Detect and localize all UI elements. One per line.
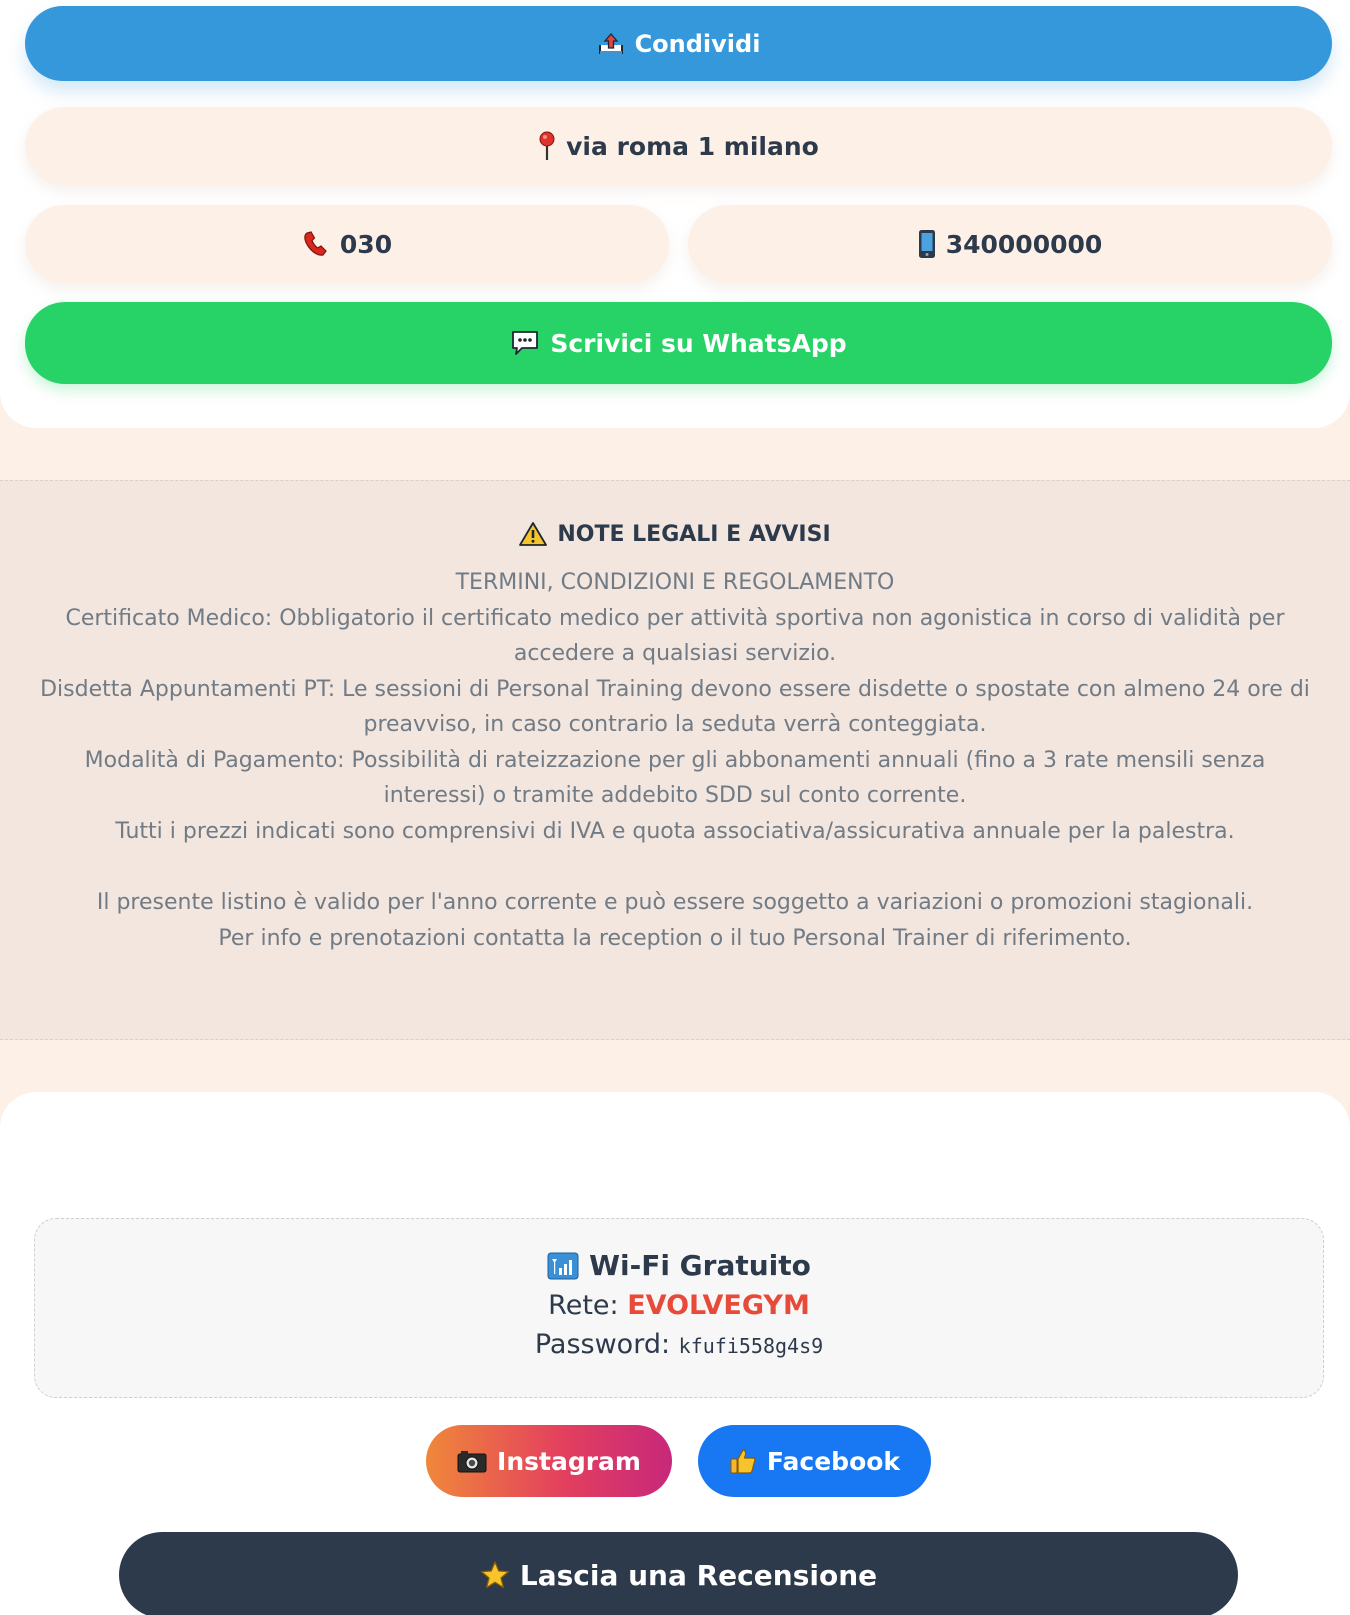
legal-line: Il presente listino è valido per l'anno corrente e può essere soggetto a variazioni o promozioni stagionali. — [96, 890, 1254, 915]
facebook-label: Facebook — [766, 1446, 901, 1476]
legal-line: accedere a qualsiasi servizio. — [513, 641, 837, 666]
camera-icon — [457, 1449, 487, 1473]
legal-line: Tutti i prezzi indicati sono comprensivi di IVA e quota associativa/assicurativa annuale per la palestra. — [115, 818, 1235, 844]
wifi-title — [35, 1249, 1323, 1282]
wifi-network-label: Rete: — [548, 1290, 619, 1321]
facebook-button[interactable] — [698, 1425, 931, 1497]
speech-bubble-icon — [510, 329, 540, 357]
warning-icon — [519, 521, 547, 547]
whatsapp-label: Scrivici su WhatsApp — [550, 328, 847, 358]
instagram-button[interactable] — [426, 1425, 672, 1497]
legal-line: Per info e prenotazioni contatta la reception o il tuo Personal Trainer di riferimento. — [218, 925, 1132, 951]
legal-title — [0, 521, 1350, 547]
wifi-network-row — [35, 1290, 1323, 1321]
telephone-receiver-icon — [302, 230, 330, 258]
phone-pill[interactable] — [25, 205, 669, 283]
legal-body — [0, 565, 1350, 956]
legal-line: Modalità di Pagamento: Possibilità di rateizzazione per gli abbonamenti annuali (fino a 3 rate mensili senza interessi) o tramite addebito SDD sul conto corrente. — [84, 747, 1266, 808]
instagram-label: Instagram — [497, 1446, 641, 1476]
wifi-password-label: Password: — [534, 1329, 671, 1360]
thumbs-up-icon — [729, 1447, 757, 1475]
legal-title-text: NOTE LEGALI E AVVISI — [557, 521, 831, 547]
address-text: via roma 1 milano — [566, 131, 819, 161]
legal-line: Certificato Medico: Obbligatorio il certificato medico per attività sportiva non agonistica in corso di validità per — [65, 605, 1285, 631]
wifi-password-value[interactable]: kfufi558g4s9 — [678, 1334, 824, 1358]
legal-line: TERMINI, CONDIZIONI E REGOLAMENTO — [455, 570, 895, 595]
star-icon — [480, 1560, 510, 1590]
share-button[interactable] — [25, 6, 1332, 81]
wifi-box — [34, 1218, 1324, 1398]
mobile-pill[interactable] — [688, 205, 1332, 283]
legal-notes-section — [0, 480, 1350, 1040]
legal-spacer — [32, 849, 1318, 885]
legal-line: Disdetta Appuntamenti PT: Le sessioni di Personal Training devono essere disdette o spostate con almeno 24 ore di preavviso, in caso contrario la seduta verrà conteggiata. — [40, 676, 1310, 737]
mobile-number: 340000000 — [945, 229, 1103, 259]
review-label: Lascia una Recensione — [519, 1558, 878, 1592]
wifi-password-row — [35, 1329, 1323, 1360]
pushpin-icon — [538, 131, 556, 161]
review-button[interactable] — [119, 1532, 1238, 1615]
antenna-bars-icon — [547, 1252, 579, 1280]
mobile-phone-icon — [918, 229, 936, 259]
share-label: Condividi — [634, 29, 761, 58]
wifi-network-name: EVOLVEGYM — [627, 1290, 810, 1321]
contact-card — [0, 0, 1350, 428]
whatsapp-button[interactable] — [25, 302, 1332, 384]
address-pill[interactable] — [25, 107, 1332, 185]
wifi-title-text: Wi-Fi Gratuito — [589, 1249, 811, 1282]
phone-number: 030 — [339, 229, 393, 259]
share-tray-icon — [597, 31, 625, 57]
